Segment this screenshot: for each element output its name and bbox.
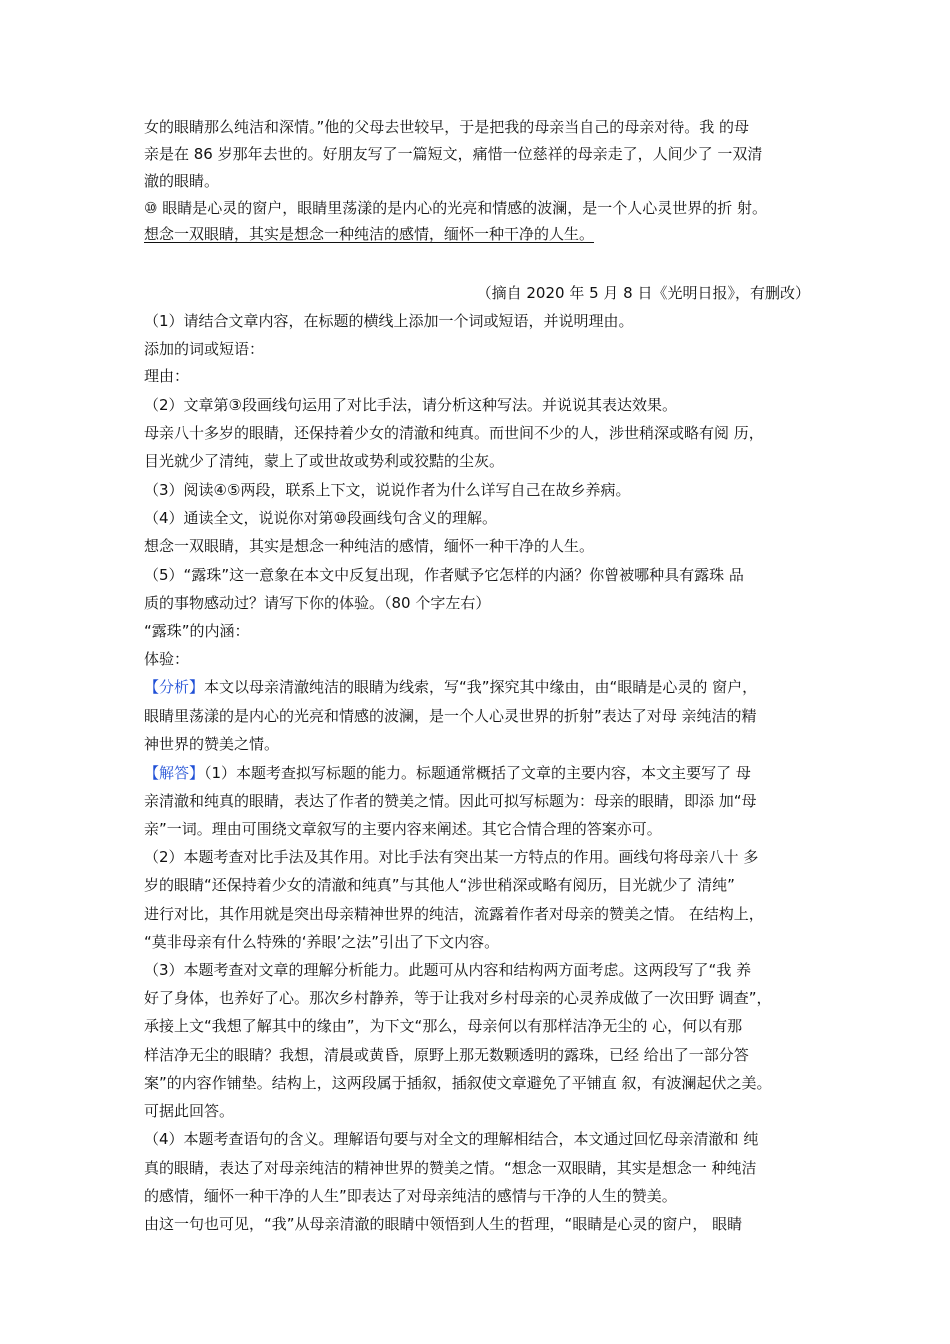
text-line: 母亲八十多岁的眼睛，还保持着少女的清澈和纯真。而世间不少的人，涉世稍深或略有阅 历， bbox=[144, 424, 764, 442]
text-line: 样洁净无尘的眼睛？我想，清晨或黄昏，原野上那无数颗透明的露珠，已经 给出了一部分答 bbox=[144, 1046, 749, 1064]
text-line: 亲”一词。理由可围绕文章叙写的主要内容来阐述。其它合情合理的答案亦可。 bbox=[144, 820, 662, 838]
question-4: （4）通读全文，说说你对第⑩段画线句含义的理解。 bbox=[144, 509, 497, 527]
text-line: 的感情，缅怀一种干净的人生”即表达了对母亲纯洁的感情与干净的人生的赞美。 bbox=[144, 1187, 677, 1205]
answer-label-reason: 理由： bbox=[144, 367, 190, 385]
text-line: 想念一双眼睛，其实是想念一种纯洁的感情，缅怀一种干净的人生。 bbox=[144, 537, 595, 555]
text-line: 质的事物感动过？请写下你的体验。（80 个字左右） bbox=[144, 594, 491, 612]
text-line: （3）本题考查对文章的理解分析能力。此题可从内容和结构两方面考虑。这两段写了“我 养 bbox=[144, 961, 752, 979]
text-line: 目光就少了清纯，蒙上了或世故或势利或狡黠的尘灰。 bbox=[144, 452, 505, 470]
analysis-line bbox=[144, 677, 816, 697]
answer-text: （1）本题考查拟写标题的能力。标题通常概括了文章的主要内容，本文主要写了 母 bbox=[204, 764, 751, 782]
text-line: （2）本题考查对比手法及其作用。对比手法有突出某一方特点的作用。画线句将母亲八十 多 bbox=[144, 848, 759, 866]
text-line: 亲是在 86 岁那年去世的。好朋友写了一篇短文，痛惜一位慈祥的母亲走了，人间少了 一双清 bbox=[144, 145, 763, 163]
answer-label-phrase: 添加的词或短语： bbox=[144, 340, 265, 358]
question-1: （1）请结合文章内容，在标题的横线上添加一个词或短语，并说明理由。 bbox=[144, 312, 634, 330]
text-line: ⑩ 眼睛是心灵的窗户，眼睛里荡漾的是内心的光亮和情感的波澜，是一个人心灵世界的折 射。 bbox=[144, 199, 767, 217]
text-line: 案”的内容作铺垫。结构上，这两段属于插叙，插叙使文章避免了平铺直 叙，有波澜起伏之美。 bbox=[144, 1074, 772, 1092]
text-line: 眼睛里荡漾的是内心的光亮和情感的波澜，是一个人心灵世界的折射”表达了对母 亲纯洁的精 bbox=[144, 707, 757, 725]
answer-label-meaning: “露珠”的内涵： bbox=[144, 622, 250, 640]
text-line: 可据此回答。 bbox=[144, 1102, 235, 1120]
answer-tag: 【解答】 bbox=[144, 764, 205, 782]
text-line: 由这一句也可见，“我”从母亲清澈的眼睛中领悟到人生的哲理，“眼睛是心灵的窗户， 眼睛 bbox=[144, 1215, 743, 1233]
text-line: 女的眼睛那么纯洁和深情。”他的父母去世较早，于是把我的母亲当自己的母亲对待。我 的母 bbox=[144, 118, 750, 136]
text-line: 承接上文“我想了解其中的缘由”，为下文“那么，母亲何以有那样洁净无尘的 心，何以有那 bbox=[144, 1017, 743, 1035]
underlined-sentence: 想念一双眼睛，其实是想念一种纯洁的感情，缅怀一种干净的人生。 bbox=[144, 225, 595, 243]
text-line: 真的眼睛，表达了对母亲纯洁的精神世界的赞美之情。“想念一双眼睛，其实是想念一 种纯洁 bbox=[144, 1159, 757, 1177]
analysis-text: 本文以母亲清澈纯洁的眼睛为线索，写“我”探究其中缘由，由“眼睛是心灵的 窗户， bbox=[204, 678, 758, 696]
question-5: （5）“露珠”这一意象在本文中反复出现，作者赋予它怎样的内涵？你曾被哪种具有露珠 品 bbox=[144, 566, 744, 584]
text-line: “莫非母亲有什么特殊的‘养眼’之法”引出了下文内容。 bbox=[144, 933, 500, 951]
question-3: （3）阅读④⑤两段，联系上下文，说说作者为什么详写自己在故乡养病。 bbox=[144, 481, 631, 499]
text-line: 好了身体，也养好了心。那次乡村静养，等于让我对乡村母亲的心灵养成做了一次田野 调查”， bbox=[144, 989, 772, 1007]
answer-label-experience: 体验： bbox=[144, 650, 190, 668]
text-line: （4）本题考查语句的含义。理解语句要与对全文的理解相结合，本文通过回忆母亲清澈和 纯 bbox=[144, 1130, 759, 1148]
source-citation: （摘自 2020 年 5 月 8 日《光明日报》，有删改） bbox=[476, 284, 810, 302]
text-line: 亲清澈和纯真的眼睛，表达了作者的赞美之情。因此可拟写标题为：母亲的眼睛，即添 加“母 bbox=[144, 792, 757, 810]
text-line: 澈的眼睛。 bbox=[144, 172, 220, 190]
text-line: 神世界的赞美之情。 bbox=[144, 735, 280, 753]
text-line: 进行对比，其作用就是突出母亲精神世界的纯洁，流露着作者对母亲的赞美之情。 在结构上， bbox=[144, 905, 764, 923]
answer-line bbox=[144, 763, 816, 783]
question-2: （2）文章第③段画线句运用了对比手法，请分析这种写法。并说说其表达效果。 bbox=[144, 396, 677, 414]
text-line: 岁的眼睛“还保持着少女的清澈和纯真”与其他人“涉世稍深或略有阅历，目光就少了 清纯” bbox=[144, 876, 735, 894]
analysis-tag: 【分析】 bbox=[144, 678, 205, 696]
